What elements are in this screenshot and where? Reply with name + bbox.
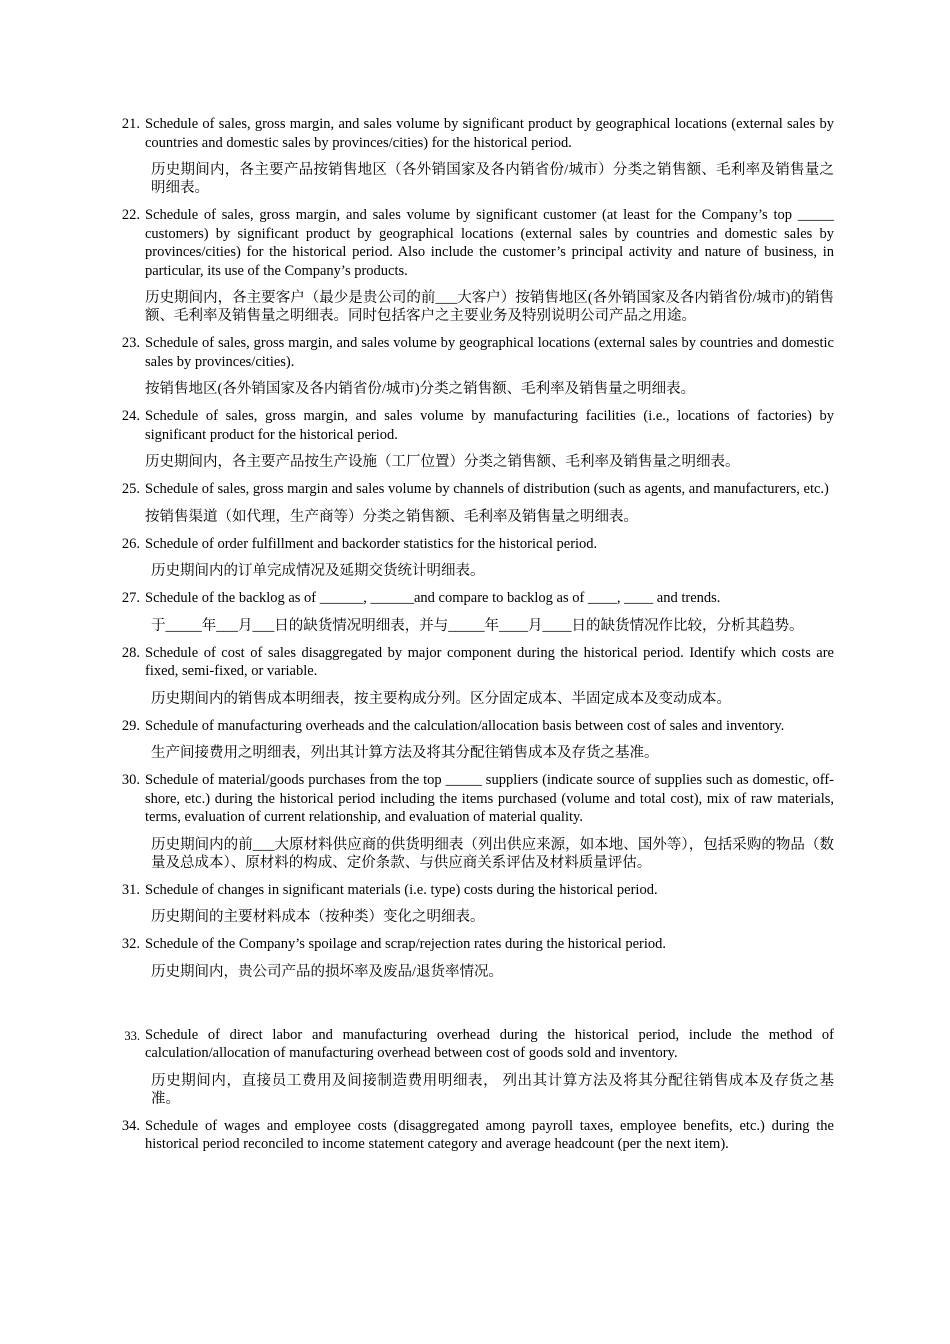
- item-text-cn: 按销售地区(各外销国家及各内销省份/城市)分类之销售额、毛利率及销售量之明细表。: [145, 381, 696, 397]
- list-item: [110, 115, 834, 197]
- item-text-cn: 历史期间内，各主要产品按生产设施（工厂位置）分类之销售额、毛利率及销售量之明细表。: [145, 454, 740, 470]
- item-text-en: Schedule of cost of sales disaggregated by major component during the historical period. Identify which costs are fixed, semi-fixed, or variable.: [145, 644, 834, 679]
- list-item: [110, 771, 834, 872]
- item-text-en: Schedule of direct labor and manufacturing overhead during the historical period, include the method of calculation/allocation of manufacturing overhead between cost of goods sold and inventory.: [145, 1026, 834, 1061]
- item-number: 30.: [121, 772, 140, 788]
- list-item: [110, 1026, 834, 1108]
- item-text-en: Schedule of the Company’s spoilage and scrap/rejection rates during the historical period.: [145, 936, 667, 952]
- list-item: [110, 1117, 834, 1154]
- item-text-en: Schedule of sales, gross margin, and sales volume by significant customer (at least for the Company’s top _____ customers) by significant product by geographical locations (external sales by countries and domestic sales by provinces/cities) for the historical period. Also include the customer’s principal activity and nature of business, in particular, its use of the Company’s products.: [145, 207, 834, 279]
- item-number: 27.: [121, 590, 140, 606]
- item-number: 22.: [121, 207, 140, 223]
- item-text-cn: 历史期间内的订单完成情况及延期交货统计明细表。: [151, 563, 485, 579]
- item-text-cn: 按销售渠道（如代理，生产商等）分类之销售额、毛利率及销售量之明细表。: [145, 508, 638, 525]
- item-text-en: Schedule of changes in significant materials (i.e. type) costs during the historical period.: [145, 881, 658, 898]
- list-item: [110, 717, 834, 763]
- item-text-en: Schedule of material/goods purchases from the top _____ suppliers (indicate source of supplies such as domestic, off-shore, etc.) during the historical period including the items purchased (volume and total cost), mix of raw materials, terms, evaluation of current relationship, and evaluation of material quality.: [145, 772, 834, 825]
- item-text-en: Schedule of order fulfillment and backorder statistics for the historical period.: [145, 535, 598, 552]
- item-number: 28.: [121, 644, 140, 661]
- item-text-en: Schedule of wages and employee costs (disaggregated among payroll taxes, employee benefits, etc.) during the historical period reconciled to income statement category and average headcount (per the next item).: [145, 1117, 834, 1152]
- item-text-cn: 历史期间内，贵公司产品的损坏率及废品/退货率情况。: [151, 963, 504, 980]
- item-text-cn: 历史期间内的销售成本明细表，按主要构成分列。区分固定成本、半固定成本及变动成本。: [151, 690, 731, 707]
- list-item: [110, 589, 834, 635]
- item-number: 32.: [121, 936, 140, 952]
- item-text-cn: 历史期间的主要材料成本（按种类）变化之明细表。: [151, 909, 485, 925]
- item-number: 29.: [121, 717, 140, 734]
- item-number: 26.: [121, 535, 140, 552]
- item-number: 34.: [121, 1117, 140, 1134]
- schedule-list: [110, 115, 834, 1163]
- item-number: 24.: [121, 408, 140, 424]
- list-item: [110, 535, 834, 581]
- list-item: [110, 644, 834, 708]
- item-text-en: Schedule of sales, gross margin, and sales volume by geographical locations (external sales by countries and domestic sales by provinces/cities).: [145, 335, 834, 370]
- item-text-en: Schedule of sales, gross margin and sales volume by channels of distribution (such as agents, and manufacturers, etc.): [145, 481, 829, 497]
- list-item: [110, 407, 834, 471]
- list-item: [110, 334, 834, 398]
- spacer: [110, 990, 834, 1026]
- item-text-cn: 历史期间内，各主要客户（最少是贵公司的前___大客户）按销售地区(各外销国家及各内销省份/城市)的销售额、毛利率及销售量之明细表。同时包括客户之主要业务及特别说明公司产品之用途。: [145, 290, 834, 324]
- item-text-en: Schedule of manufacturing overheads and the calculation/allocation basis between cost of sales and inventory.: [145, 717, 785, 734]
- item-number: 23.: [121, 335, 140, 351]
- item-text-cn: 生产间接费用之明细表，列出其计算方法及将其分配往销售成本及存货之基准。: [151, 745, 659, 761]
- item-text-cn: 历史期间内的前___大原材料供应商的供货明细表（列出供应来源，如本地、国外等），包括采购的物品（数量及总成本）、原材料的构成、定价条款、与供应商关系评估及材料质量评估。: [151, 836, 834, 871]
- item-text-en: Schedule of the backlog as of ______, ______and compare to backlog as of ____, ____ and trends.: [145, 590, 721, 606]
- item-text-cn: 历史期间内，各主要产品按销售地区（各外销国家及各内销省份/城市）分类之销售额、毛利率及销售量之明细表。: [151, 162, 834, 196]
- item-text-cn: 历史期间内，直接员工费用及间接制造费用明细表， 列出其计算方法及将其分配往销售成本及存货之基准。: [151, 1072, 834, 1107]
- item-number: 21.: [121, 116, 140, 132]
- item-text-en: Schedule of sales, gross margin, and sales volume by significant product by geographical locations (external sales by countries and domestic sales by provinces/cities) for the historical period.: [145, 116, 834, 151]
- list-item: [110, 881, 834, 927]
- item-number: 25.: [121, 481, 140, 497]
- list-item: [110, 206, 834, 325]
- item-text-en: Schedule of sales, gross margin, and sales volume by manufacturing facilities (i.e., locations of factories) by significant product for the historical period.: [145, 408, 834, 443]
- item-text-cn: 于_____年___月___日的缺货情况明细表，并与_____年____月____日的缺货情况作比较，分析其趋势。: [151, 617, 804, 634]
- item-number: 33.: [124, 1028, 140, 1043]
- item-number: 31.: [121, 881, 140, 898]
- list-item: [110, 935, 834, 981]
- list-item: [110, 480, 834, 526]
